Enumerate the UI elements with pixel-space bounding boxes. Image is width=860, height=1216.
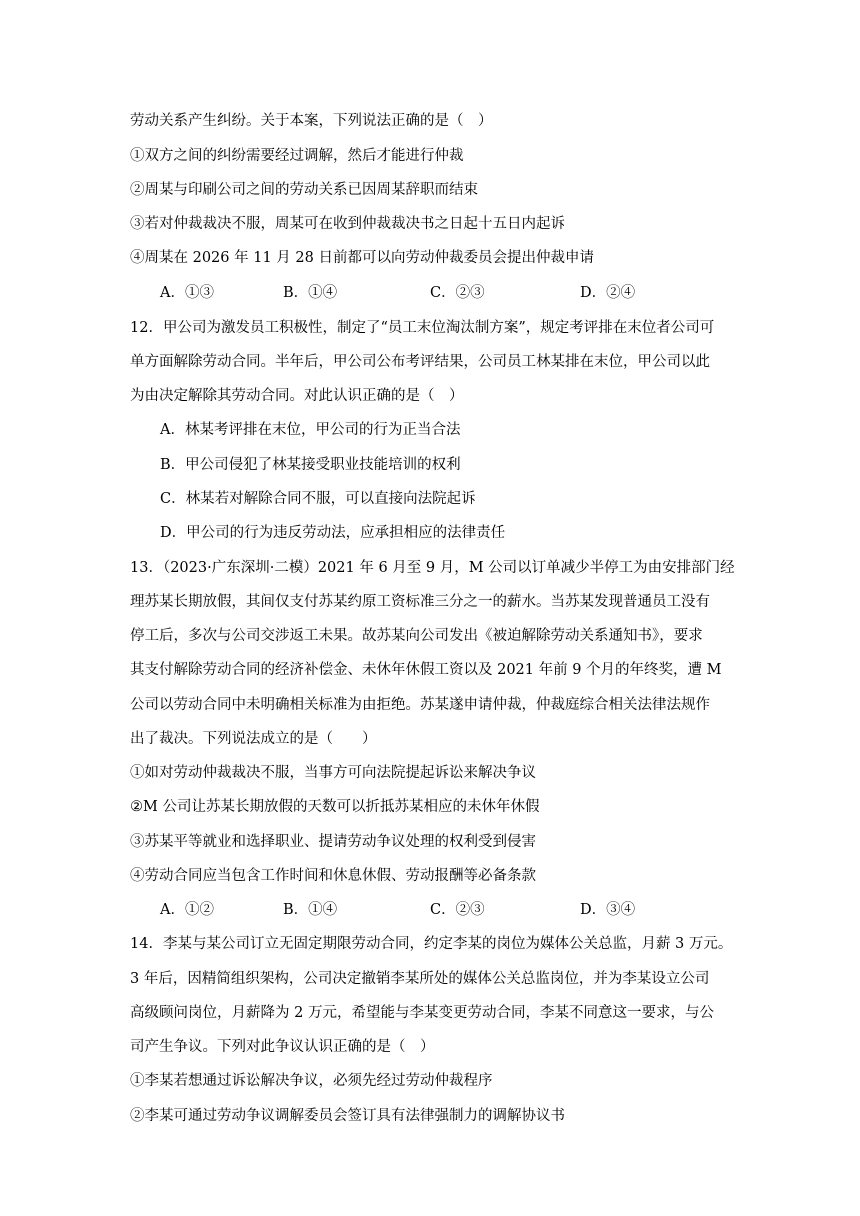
q11-item-4: ④周某在 2026 年 11 月 28 日前都可以向劳动仲裁委员会提出仲裁申请 bbox=[130, 250, 594, 266]
q11-stem-tail: 劳动关系产生纠纷。关于本案，下列说法正确的是（ ） bbox=[130, 113, 493, 129]
q12-option-a: A．林某考评排在末位，甲公司的行为正当合法 bbox=[160, 422, 461, 438]
q14-stem-line-4: 司产生争议。下列对此争议认识正确的是（ ） bbox=[130, 1039, 435, 1055]
q12-option-b: B．甲公司侵犯了林某接受职业技能培训的权利 bbox=[160, 457, 461, 473]
q13-stem-line-1: 13．（2023·广东深圳·二模）2021 年 6 月至 9 月，M 公司以订单减少半停工为由安排部门经 bbox=[130, 560, 735, 576]
q13-stem-line-6: 出了裁决。下列说法成立的是（ ） bbox=[130, 731, 377, 747]
q13-option-c: C．②③ bbox=[430, 902, 485, 918]
q11-item-1: ①双方之间的纠纷需要经过调解，然后才能进行仲裁 bbox=[130, 148, 464, 164]
q14-stem-line-2: 3 年后，因精简组织架构，公司决定撤销李某所处的媒体公关总监岗位，并为李某设立公司 bbox=[130, 971, 710, 987]
q13-option-b: B．①④ bbox=[283, 902, 338, 918]
q13-item-2: ②M 公司让苏某长期放假的天数可以折抵苏某相应的未休年休假 bbox=[130, 799, 540, 815]
q13-option-d: D．③④ bbox=[580, 902, 636, 918]
q13-stem-line-2: 理苏某长期放假，其间仅支付苏某约原工资标准三分之一的薪水。当苏某发现普通员工没有 bbox=[130, 594, 710, 610]
q13-stem-line-3: 停工后，多次与公司交涉返工未果。故苏某向公司发出《被迫解除劳动关系通知书》，要求 bbox=[130, 628, 703, 644]
q14-item-2: ②李某可通过劳动争议调解委员会签订具有法律强制力的调解协议书 bbox=[130, 1108, 565, 1124]
q12-option-c: C．林某若对解除合同不服，可以直接向法院起诉 bbox=[160, 491, 476, 507]
q13-item-4: ④劳动合同应当包含工作时间和休息休假、劳动报酬等必备条款 bbox=[130, 868, 536, 884]
q13-item-3: ③苏某平等就业和选择职业、提请劳动争议处理的权利受到侵害 bbox=[130, 834, 536, 850]
q14-item-1: ①李某若想通过诉讼解决争议，必须先经过劳动仲裁程序 bbox=[130, 1073, 493, 1089]
q11-option-d: D．②④ bbox=[580, 285, 636, 301]
q11-option-b: B．①④ bbox=[283, 285, 338, 301]
q14-stem-line-1: 14．李某与某公司订立无固定期限劳动合同，约定李某的岗位为媒体公关总监，月薪 3 万元。 bbox=[130, 936, 733, 952]
q11-option-a: A．①③ bbox=[160, 285, 214, 301]
q13-stem-line-4: 其支付解除劳动合同的经济补偿金、未休年休假工资以及 2021 年前 9 个月的年终奖，遭 M bbox=[130, 662, 722, 678]
q12-stem-line-3: 为由决定解除其劳动合同。对此认识正确的是（ ） bbox=[130, 388, 464, 404]
q11-item-2: ②周某与印刷公司之间的劳动关系已因周某辞职而结束 bbox=[130, 182, 478, 198]
q12-stem-line-1: 12．甲公司为激发员工积极性，制定了“员工末位淘汰制方案”，规定考评排在末位者公司可 bbox=[130, 320, 715, 336]
q11-item-3: ③若对仲裁裁决不服，周某可在收到仲裁裁决书之日起十五日内起诉 bbox=[130, 216, 565, 232]
q14-stem-line-3: 高级顾问岗位，月薪降为 2 万元，希望能与李某变更劳动合同，李某不同意这一要求，与公 bbox=[130, 1005, 714, 1021]
q13-item-1: ①如对劳动仲裁裁决不服，当事方可向法院提起诉讼来解决争议 bbox=[130, 765, 536, 781]
q13-stem-line-5: 公司以劳动合同中未明确相关标准为由拒绝。苏某遂申请仲裁，仲裁庭综合相关法律法规作 bbox=[130, 697, 710, 713]
q12-option-d: D．甲公司的行为违反劳动法，应承担相应的法律责任 bbox=[160, 525, 506, 541]
q13-option-a: A．①② bbox=[160, 902, 214, 918]
q12-stem-line-2: 单方面解除劳动合同。半年后，甲公司公布考评结果，公司员工林某排在末位，甲公司以此 bbox=[130, 354, 710, 370]
q11-option-c: C．②③ bbox=[430, 285, 485, 301]
